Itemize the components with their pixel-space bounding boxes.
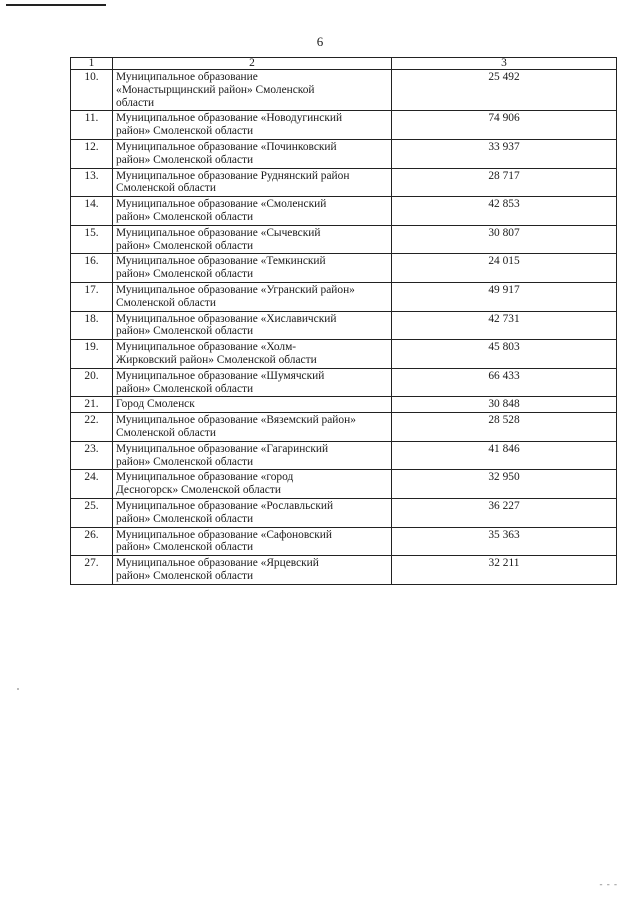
table-row [71, 470, 617, 499]
row-entity-name: Муниципальное образование «Шумячский район» Смоленской области [116, 369, 325, 395]
page-number: 6 [316, 34, 324, 49]
row-value: 30 848 [392, 397, 617, 413]
row-entity-name: Муниципальное образование «Вяземский район» Смоленской области [116, 414, 356, 439]
row-number: 12. [71, 139, 113, 168]
row-entity-name: Муниципальное образование «Сычевский район» Смоленской области [116, 226, 321, 252]
row-entity-name-cell [113, 498, 392, 527]
row-entity-name-cell [113, 397, 392, 413]
row-number: 26. [71, 527, 113, 556]
row-value: 30 807 [392, 225, 617, 254]
row-value: 45 803 [392, 340, 617, 369]
row-number: 27. [71, 556, 113, 585]
row-value: 66 433 [392, 368, 617, 397]
row-entity-name: Муниципальное образование «Рославльский район» Смоленской области [116, 499, 334, 525]
row-number: 17. [71, 282, 113, 311]
row-number: 18. [71, 311, 113, 340]
table-row [71, 397, 617, 413]
row-entity-name: Муниципальное образование «Починковский район» Смоленской области [116, 140, 337, 166]
row-number: 21. [71, 397, 113, 413]
row-entity-name-cell [113, 197, 392, 226]
table-row [71, 498, 617, 527]
footer-mark: - - - [599, 879, 618, 889]
municipal-table [70, 57, 617, 585]
header-col-2: 2 [113, 58, 392, 70]
row-entity-name: Муниципальное образование Руднянский район Смоленской области [116, 169, 350, 195]
row-entity-name-cell [113, 527, 392, 556]
margin-speck [17, 688, 19, 690]
row-number: 14. [71, 197, 113, 226]
table-row [71, 556, 617, 585]
row-entity-name: Муниципальное образование «Угранский район» Смоленской области [116, 283, 355, 309]
row-value: 24 015 [392, 254, 617, 283]
table-row [71, 340, 617, 369]
row-entity-name-cell [113, 470, 392, 499]
row-value: 74 906 [392, 111, 617, 140]
table-row [71, 139, 617, 168]
row-entity-name-cell [113, 111, 392, 140]
row-entity-name-cell [113, 368, 392, 397]
row-entity-name-cell [113, 441, 392, 470]
row-value: 41 846 [392, 441, 617, 470]
table-row [71, 70, 617, 111]
row-entity-name: Муниципальное образование «Холм- Жирковский район» Смоленской области [116, 341, 317, 366]
row-value: 33 937 [392, 139, 617, 168]
row-entity-name: Муниципальное образование «Гагаринский район» Смоленской области [116, 442, 329, 468]
row-entity-name-cell [113, 311, 392, 340]
table-row [71, 168, 617, 197]
row-entity-name: Муниципальное образование «Смоленский район» Смоленской области [116, 198, 327, 223]
row-number: 19. [71, 340, 113, 369]
table-row [71, 527, 617, 556]
row-value: 32 950 [392, 470, 617, 499]
row-entity-name: Муниципальное образование «Темкинский район» Смоленской области [116, 255, 326, 281]
row-value: 49 917 [392, 282, 617, 311]
row-number: 16. [71, 254, 113, 283]
row-number: 15. [71, 225, 113, 254]
table-row [71, 413, 617, 442]
row-number: 11. [71, 111, 113, 140]
row-entity-name-cell [113, 556, 392, 585]
row-value: 36 227 [392, 498, 617, 527]
header-col-3: 3 [392, 58, 617, 70]
row-entity-name: Муниципальное образование «Монастырщинский район» Смоленской области [116, 71, 315, 109]
row-entity-name: Город Смоленск [116, 398, 195, 411]
table-row [71, 225, 617, 254]
row-number: 22. [71, 413, 113, 442]
row-value: 42 731 [392, 311, 617, 340]
row-entity-name: Муниципальное образование «Хиславичский район» Смоленской области [116, 312, 337, 338]
row-number: 25. [71, 498, 113, 527]
row-number: 24. [71, 470, 113, 499]
row-number: 23. [71, 441, 113, 470]
row-number: 20. [71, 368, 113, 397]
table-row [71, 441, 617, 470]
table-header-row [71, 58, 617, 70]
table-row [71, 311, 617, 340]
row-value: 32 211 [392, 556, 617, 585]
row-value: 28 528 [392, 413, 617, 442]
row-value: 42 853 [392, 197, 617, 226]
table-row [71, 197, 617, 226]
row-number: 13. [71, 168, 113, 197]
row-entity-name-cell [113, 282, 392, 311]
row-entity-name-cell [113, 139, 392, 168]
header-col-1: 1 [71, 58, 113, 70]
row-value: 35 363 [392, 527, 617, 556]
row-entity-name-cell [113, 413, 392, 442]
table-row [71, 282, 617, 311]
row-value: 25 492 [392, 70, 617, 111]
row-entity-name: Муниципальное образование «город Десногорск» Смоленской области [116, 471, 294, 497]
row-entity-name-cell [113, 225, 392, 254]
top-rule [6, 4, 106, 6]
row-entity-name-cell [113, 70, 392, 111]
row-entity-name: Муниципальное образование «Новодугинский район» Смоленской области [116, 112, 343, 138]
row-entity-name-cell [113, 254, 392, 283]
table-row [71, 254, 617, 283]
table-body [71, 58, 617, 585]
row-number: 10. [71, 70, 113, 111]
row-entity-name-cell [113, 340, 392, 369]
row-entity-name: Муниципальное образование «Ярцевский район» Смоленской области [116, 557, 319, 582]
row-entity-name: Муниципальное образование «Сафоновский район» Смоленской области [116, 528, 332, 554]
table-row [71, 111, 617, 140]
row-entity-name-cell [113, 168, 392, 197]
table-row [71, 368, 617, 397]
row-value: 28 717 [392, 168, 617, 197]
